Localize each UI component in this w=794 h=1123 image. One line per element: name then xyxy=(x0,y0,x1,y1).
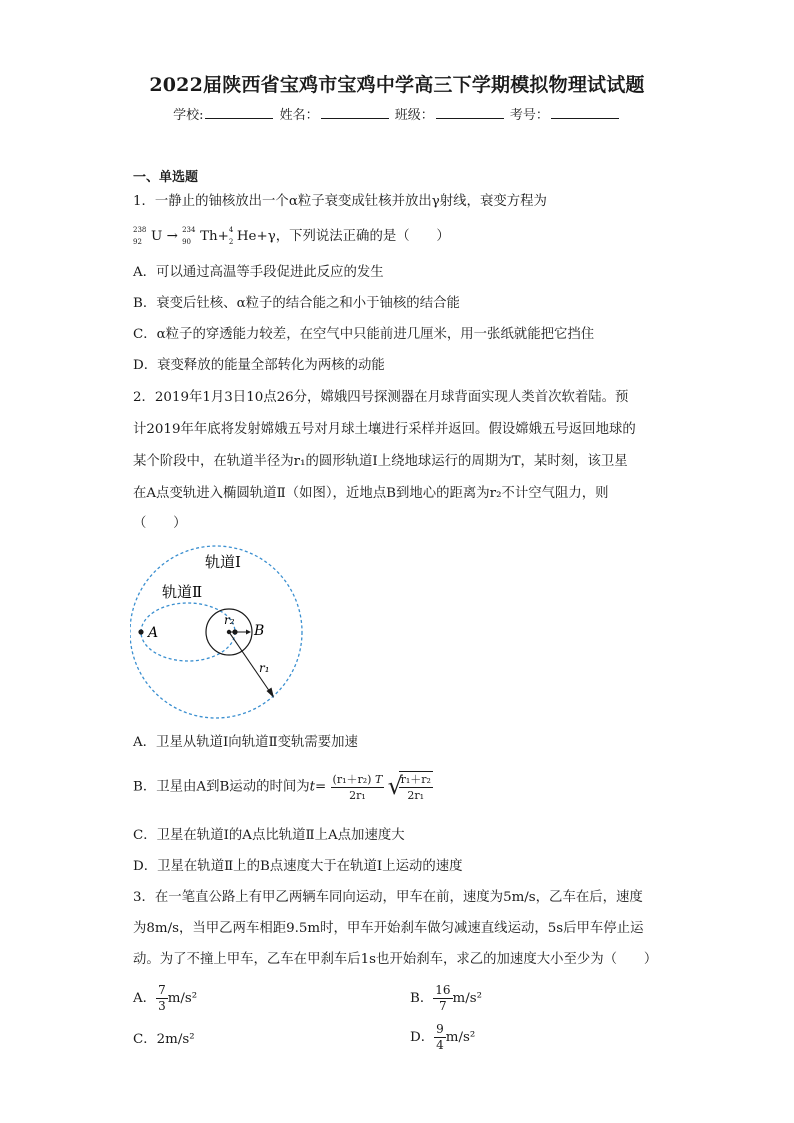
orbit-2-label: 轨道Ⅱ xyxy=(162,583,203,601)
q2-line-2: 计2019年年底将发射嫦娥五号对月球土壤进行采样并返回。假设嫦娥五号返回地球的 xyxy=(133,422,636,437)
q3-line-1: 3．在一笔直公路上有甲乙两辆车同向运动，甲车在前，速度为5m/s，乙车在后，速度 xyxy=(133,890,643,905)
school-label: 学校: xyxy=(173,108,204,123)
b-sqrt: √ $\frac{\text{r₁＋r₂}}{\text{2r₁}}$ xyxy=(399,771,433,803)
nuclide-helium: 4 2 xyxy=(228,226,234,246)
q2-line-5: （ ） xyxy=(133,516,187,531)
name-blank[interactable] xyxy=(321,106,389,119)
id-blank[interactable] xyxy=(551,106,619,119)
nuclide-thorium: 234 90 xyxy=(182,226,196,246)
q3-option-c[interactable]: C．2m/s² xyxy=(133,1032,195,1047)
q1-option-a[interactable]: A．可以通过高温等手段促进此反应的发生 xyxy=(133,265,384,280)
q3-line-3: 动。为了不撞上甲车，乙车在甲刹车后1s也开始刹车，求乙的加速度大小至少为（ ） xyxy=(133,952,658,967)
id-label: 考号： xyxy=(509,108,549,123)
b-fraction: $\frac{\text{(r₁＋r₂) T}}{\text{2r₁}}$ xyxy=(332,772,383,802)
r2-label: r₂ xyxy=(224,613,235,627)
q3-line-2: 为8m/s，当甲乙两车相距9.5m时，甲车开始刹车做匀减速直线运动，5s后甲车停止运 xyxy=(133,921,644,936)
orbit-diagram xyxy=(130,545,310,725)
school-blank[interactable] xyxy=(205,106,273,119)
r2-arrowhead xyxy=(246,630,251,635)
q1-eq-tail: ，下列说法正确的是（ ） xyxy=(275,229,450,244)
point-a-dot xyxy=(138,629,143,634)
class-label: 班级： xyxy=(394,108,434,123)
q2-line-4: 在A点变轨进入椭圆轨道Ⅱ（如图），近地点B到地心的距离为r₂不计空气阻力，则 xyxy=(133,486,609,501)
q1-equation-line: 238 92 U → 234 90 Th+ 4 2 He+γ，下列说法正确的是（ ） xyxy=(133,226,450,246)
name-label: 姓名： xyxy=(279,108,319,123)
r1-label: r₁ xyxy=(259,661,270,675)
q1-option-d[interactable]: D．衰变释放的能量全部转化为两核的动能 xyxy=(133,358,385,373)
student-info-line xyxy=(0,104,794,123)
section-title: 一、单选题 xyxy=(133,170,199,185)
q2-line-1: 2．2019年1月3日10点26分，嫦娥四号探测器在月球背面实现人类首次软着陆。预 xyxy=(133,390,629,405)
q3-option-d[interactable]: D． $\frac{9}{4}$ m/s² xyxy=(410,1022,476,1052)
q2-option-c[interactable]: C．卫星在轨道Ⅰ的A点比轨道Ⅱ上A点加速度大 xyxy=(133,828,405,843)
orbit-1-label: 轨道Ⅰ xyxy=(205,553,241,571)
q1-option-c[interactable]: C．α粒子的穿透能力较差，在空气中只能前进几厘米，用一张纸就能把它挡住 xyxy=(133,327,595,342)
q2-option-d[interactable]: D．卫星在轨道Ⅱ上的B点速度大于在轨道Ⅰ上运动的速度 xyxy=(133,859,463,874)
q3-option-a[interactable]: A． $\frac{7}{3}$ m/s² xyxy=(133,983,198,1013)
q1-option-b[interactable]: B．衰变后钍核、α粒子的结合能之和小于铀核的结合能 xyxy=(133,296,460,311)
nuclide-uranium: 238 92 xyxy=(133,226,147,246)
q2-line-3: 某个阶段中，在轨道半径为r₁的圆形轨道Ⅰ上绕地球运行的周期为T，某时刻，该卫星 xyxy=(133,454,628,469)
q1-stem: 1．一静止的铀核放出一个α粒子衰变成钍核并放出γ射线，衰变方程为 xyxy=(133,194,547,209)
point-b-label: B xyxy=(254,623,265,639)
exam-title: 2022届陕西省宝鸡市宝鸡中学高三下学期模拟物理试试题 xyxy=(149,74,645,96)
point-a-label: A xyxy=(148,625,159,641)
q3-option-b[interactable]: B． $\frac{16}{7}$ m/s² xyxy=(410,983,482,1013)
q2-option-a[interactable]: A．卫星从轨道Ⅰ向轨道Ⅱ变轨需要加速 xyxy=(133,735,358,750)
q2-option-b[interactable]: B．卫星由A到B运动的时间为t= $\frac{\text{(r₁＋r₂) T}}{\text{2r₁}}$ √ $\frac{\text{r₁＋r₂}}{\text{2r₁}}$ xyxy=(133,771,433,803)
class-blank[interactable] xyxy=(436,106,504,119)
